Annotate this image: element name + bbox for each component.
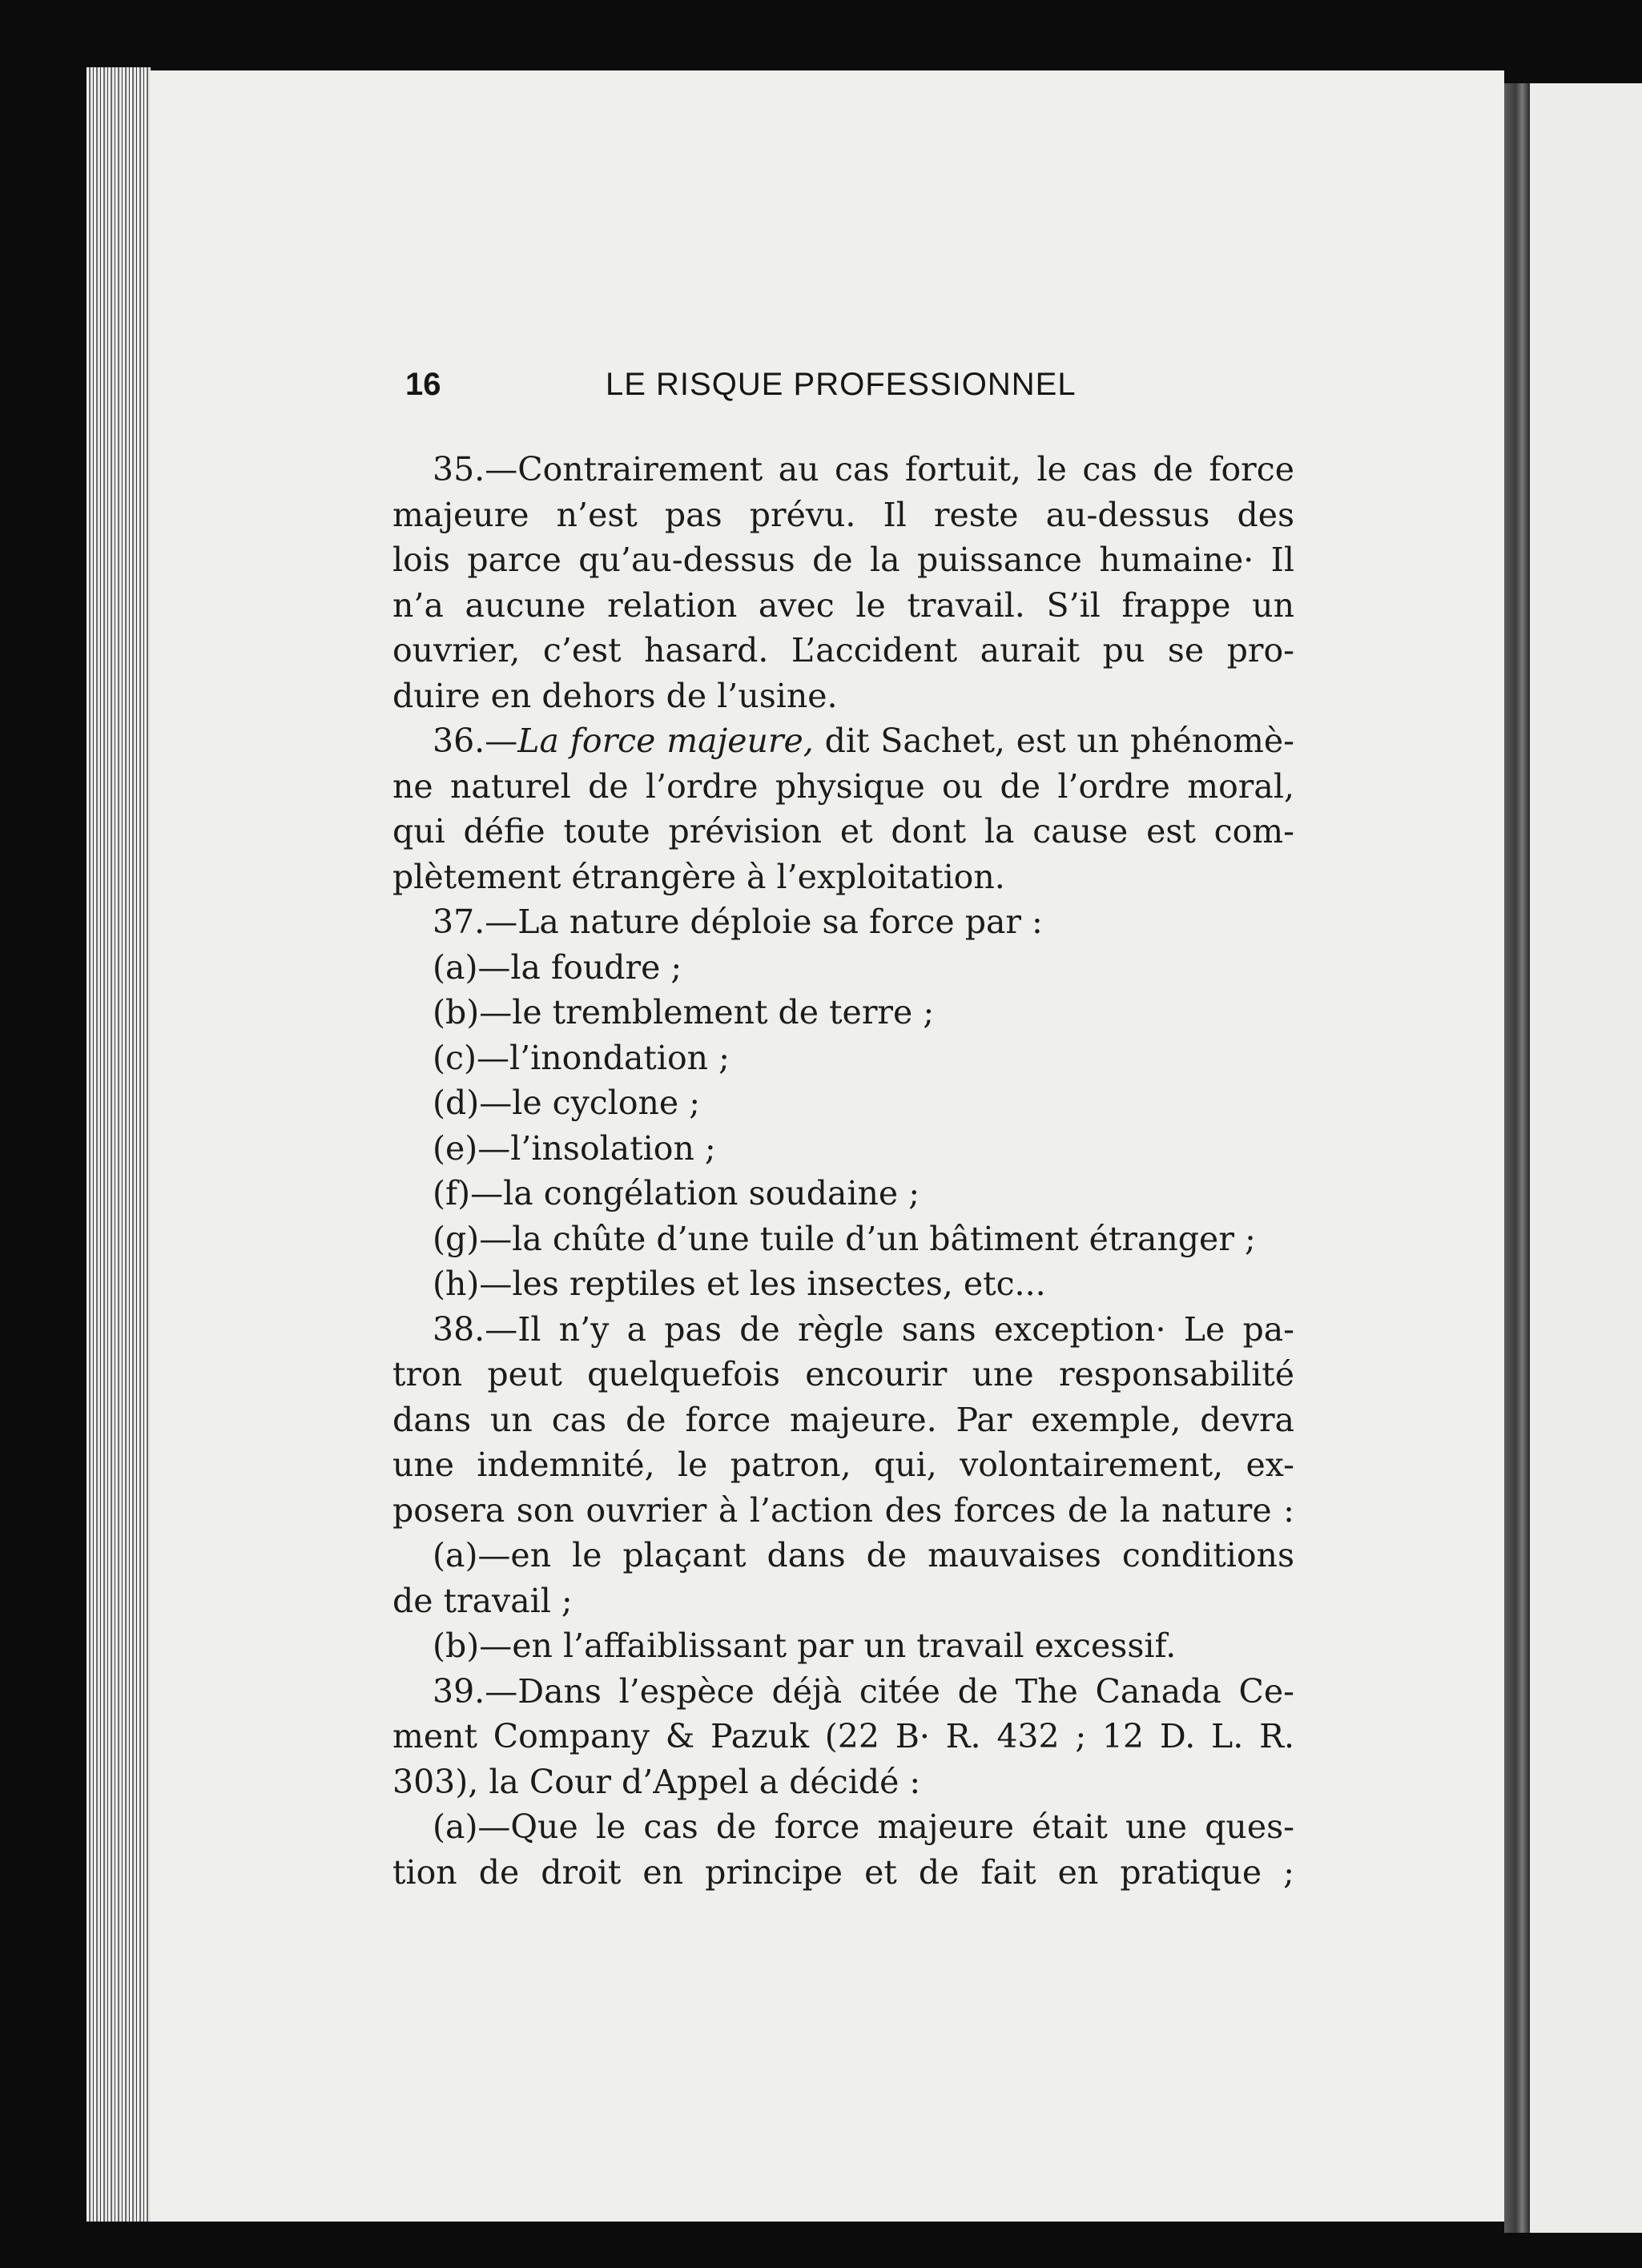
text-line: plètement étrangère à l’exploitation. [392, 857, 1005, 896]
list-item: (f)—la congélation soudaine ; [433, 1174, 920, 1212]
page-number: 16 [405, 367, 441, 402]
list-item: (e)—l’insolation ; [433, 1128, 716, 1168]
running-header [405, 367, 1294, 421]
text-line: 39.—Dans l’espèce déjà citée de The Canada Ce- [433, 1671, 1294, 1711]
text-line: lois parce qu’au-dessus de la puissance humaine· Il [392, 541, 1294, 579]
text-line: 35.—Contrairement au cas fortuit, le cas de force [433, 450, 1294, 489]
text-line: 37.—La nature déploie sa force par : [433, 903, 1043, 941]
text-run: 36.— [433, 722, 518, 760]
list-item: (c)—l’inondation ; [433, 1038, 730, 1077]
text-line: ouvrier, c’est hasard. L’accident aurait pu se pro- [392, 631, 1294, 670]
running-title: LE RISQUE PROFESSIONNEL [606, 367, 1077, 402]
list-item: (h)—les reptiles et les insectes, etc... [433, 1265, 1046, 1303]
italic-term: La force majeure, [517, 722, 814, 760]
text-line: tron peut quelquefois encourir une responsabilité [392, 1355, 1294, 1393]
text-line: dans un cas de force majeure. Par exemple, devra [392, 1400, 1294, 1439]
text-line: 303), la Cour d’Appel a décidé : [392, 1762, 921, 1801]
page-gutter-shadow [1504, 83, 1530, 2233]
text-line: ne naturel de l’ordre physique ou de l’ordre moral, [392, 766, 1294, 806]
text-line: posera son ouvrier à l’action des forces de la nature : [392, 1490, 1294, 1530]
text-line: ment Company & Pazuk (22 B· R. 432 ; 12 D. L. R. [392, 1717, 1294, 1755]
text-line: tion de droit en principe et de fait en pratique ; [392, 1852, 1294, 1892]
list-item: (b)—le tremblement de terre ; [433, 993, 935, 1031]
text-line: une indemnité, le patron, qui, volontairement, ex- [392, 1446, 1294, 1484]
text-line [392, 718, 1294, 764]
list-item: (a)—la foudre ; [433, 947, 682, 987]
text-line: de travail ; [392, 1581, 573, 1620]
text-line: duire en dehors de l’usine. [392, 676, 838, 715]
page-body [392, 447, 1294, 1895]
list-item: (g)—la chûte d’une tuile d’un bâtiment étranger ; [433, 1219, 1256, 1258]
text-line: n’a aucune relation avec le travail. S’il frappe un [392, 585, 1294, 625]
text-run: dit Sachet, est un phénomè- [813, 722, 1294, 760]
text-line: majeure n’est pas prévu. Il reste au-dessus des [392, 495, 1294, 534]
facing-page [1530, 83, 1642, 2233]
text-line: qui défie toute prévision et dont la cause est com- [392, 812, 1294, 850]
list-item: (a)—en le plaçant dans de mauvaises conditions [433, 1536, 1294, 1574]
list-item: (b)—en l’affaiblissant par un travail excessif. [433, 1627, 1177, 1665]
book-spine-edge [87, 67, 151, 2222]
list-item: (a)—Que le cas de force majeure était une ques- [433, 1808, 1294, 1846]
text-line: 38.—Il n’y a pas de règle sans exception· Le pa- [433, 1309, 1294, 1349]
list-item: (d)—le cyclone ; [433, 1084, 701, 1122]
